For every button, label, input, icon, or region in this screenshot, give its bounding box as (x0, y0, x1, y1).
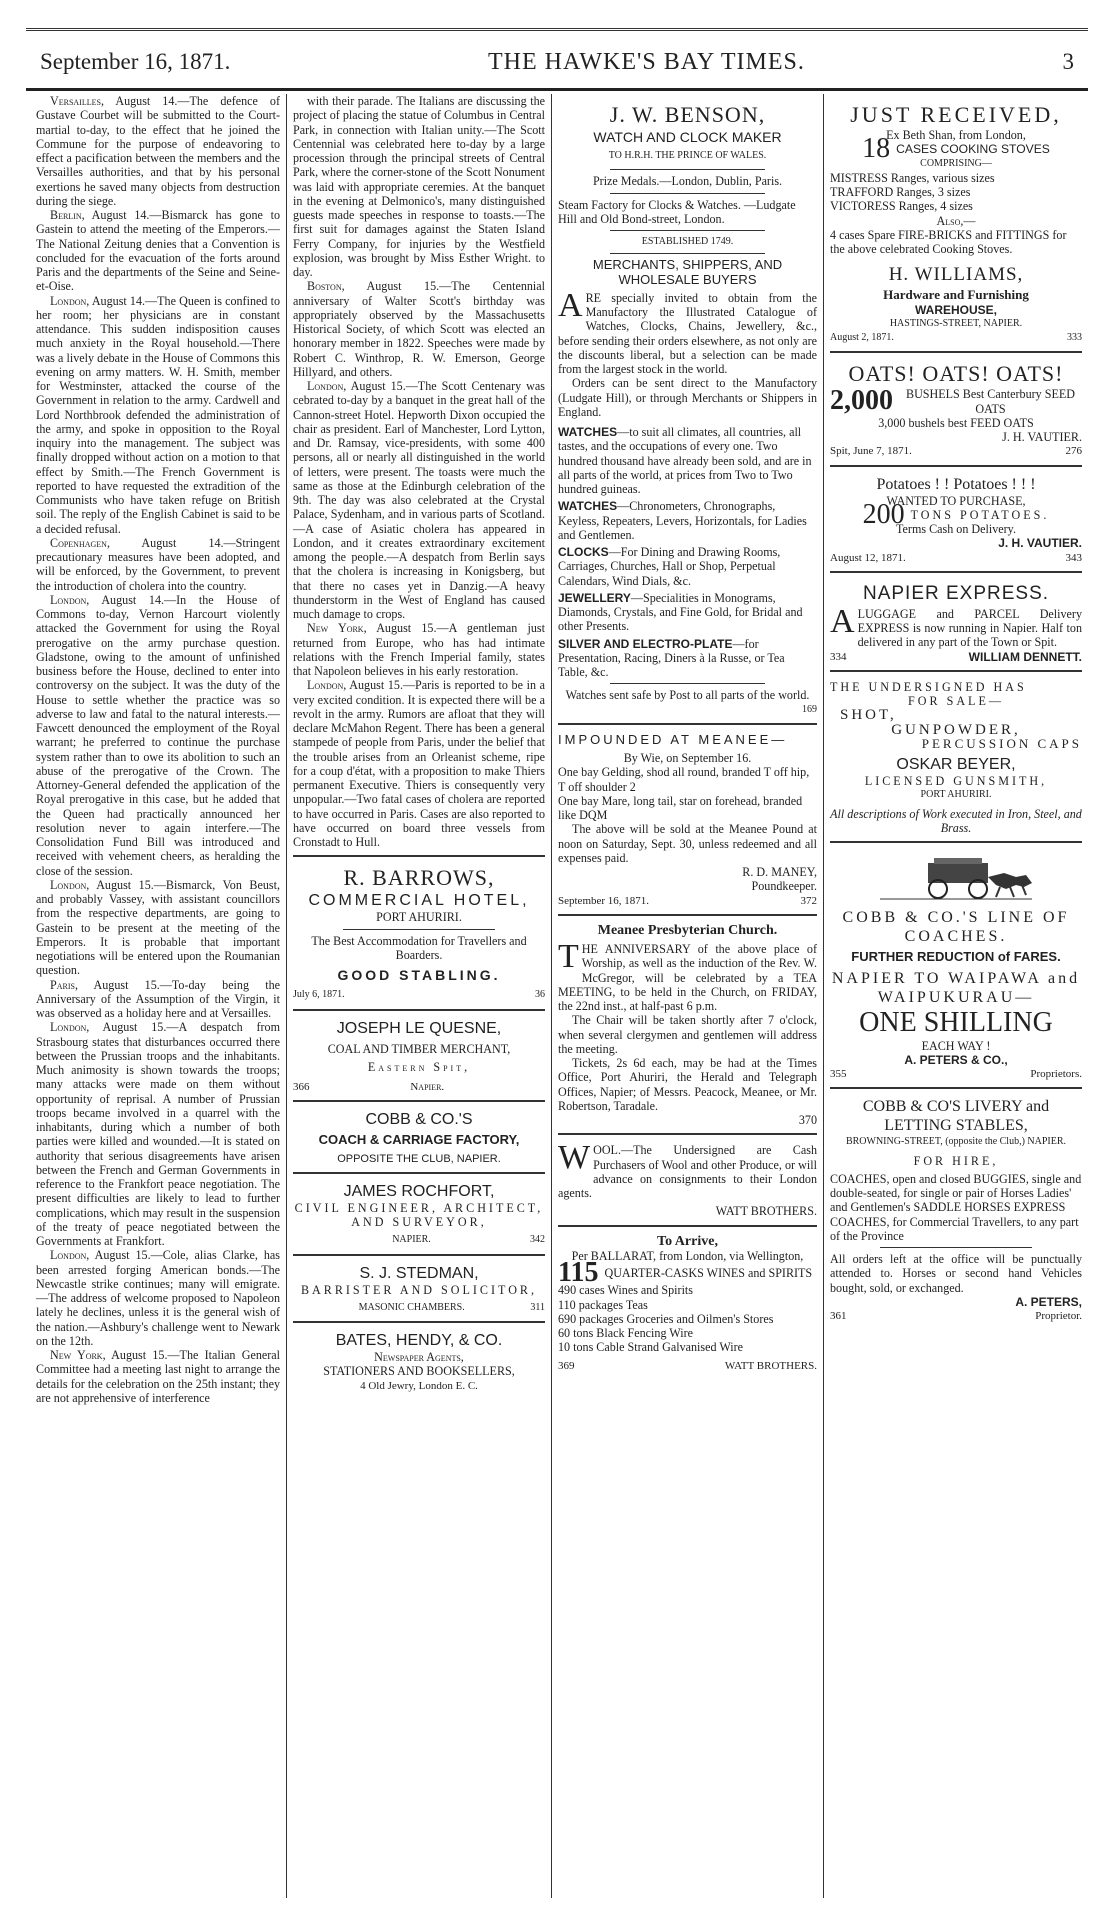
ad-stedman-place: MASONIC CHAMBERS. (358, 1301, 465, 1313)
ad-cobb-factory-place: OPPOSITE THE CLUB, NAPIER. (337, 1152, 501, 1165)
ad-stedman-trade: BARRISTER AND SOLICITOR, (300, 1282, 538, 1297)
ad-bates-hendy (293, 1323, 545, 1399)
ad-stedman-name: S. J. STEDMAN, (359, 1264, 479, 1282)
ad-benson-item (558, 637, 817, 680)
news-dateline: Boston, (307, 279, 345, 294)
ad-barrows-place: PORT AHURIRI. (376, 910, 462, 925)
ad-church-p3: Tickets, 2s 6d each, may be had at the Times Office, Port Ahuriri, the Herald and Telegraph Offices, Napier; of Messrs. Peacock, Meanee, or Mr. Robertson, Taradale. (558, 1056, 817, 1113)
news-column-1 (30, 94, 286, 1898)
news-text: August 14.—Bismarck has gone to Gastein to attend the meeting of the Emperors.—The National Zeitung denies that a Convention is concluded for the evacuation of the forts around Paris and the departments of the Seine and Seine-et-Oise. (36, 208, 280, 294)
news-paragraph (293, 678, 545, 849)
ad-arrive-signature: WATT BROTHERS. (724, 1359, 817, 1372)
ad-rochfort-name: JAMES ROCHFORT, (343, 1182, 495, 1200)
ad-benson-item-text: —For Dining and Drawing Rooms, Carriages, Churches, Hall or Shop, Perpetual Calendars, Wind Dials, &c. (558, 545, 781, 588)
news-paragraph (36, 878, 280, 978)
ad-rochfort (293, 1174, 545, 1256)
news-dateline: Paris, (50, 977, 78, 992)
news-text: August 15.—Bismarck, Von Beust, and probably Vassey, with assistant councillors from the respective departments, are going to Gastein to be present at the meeting of the Emperors. It is probable that important negotiations will be entered upon the Roumanian question. (36, 877, 280, 978)
news-dateline: Berlin, (50, 208, 85, 222)
ad-benson-trade: WATCH AND CLOCK MAKER (593, 129, 782, 145)
ad-oats-signature: J. H. VAUTIER. (1002, 430, 1082, 444)
ad-livery-signature: A. PETERS, (1015, 1294, 1082, 1309)
ad-williams-number: 333 (1067, 332, 1082, 343)
ad-benson-item-keyword: SILVER AND ELECTRO-PLATE (558, 636, 733, 651)
ad-arrive-lines (558, 1283, 817, 1354)
ad-bates-name: BATES, HENDY, & CO. (335, 1332, 503, 1349)
ad-cobb-line-reduction: FURTHER REDUCTION of FARES. (851, 949, 1061, 965)
ad-potatoes-terms: Terms Cash on Delivery. (896, 522, 1016, 536)
ad-benson-item-keyword: WATCHES (558, 499, 618, 514)
ad-column-4 (823, 94, 1088, 1898)
ad-barrows-hotel-name: COMMERCIAL HOTEL, (308, 892, 530, 910)
ad-wool-text: OOL.—The Undersigned are Cash Purchasers of Wool and other Produce, or will advance on consignments to their London agents. (558, 1143, 817, 1200)
ad-williams-range-2: TRAFFORD Ranges, 3 sizes (830, 185, 971, 199)
news-dateline: Versailles, (50, 94, 104, 108)
ad-benson-intro: RE specially invited to obtain from the Manufactory the Illustrated Catalogue of Watches, Clocks, Chains, Jewellery, &c., before sending their orders elsewhere, as not only are the discounts liberal, but a selection can be made from the largest stock in the world. (558, 290, 817, 376)
ad-beyer-line-1: THE UNDERSIGNED HAS (830, 679, 1027, 694)
ad-beyer-note: All descriptions of Work executed in Iron, Steel, and Brass. (830, 806, 1082, 835)
ad-impounded-signature: R. D. MANEY, (742, 865, 817, 879)
news-paragraph (36, 536, 280, 593)
news-paragraph (36, 1248, 280, 1348)
news-dateline: Copenhagen, (50, 535, 110, 550)
news-column-2-articles (293, 94, 545, 857)
ad-benson-items (558, 425, 817, 679)
ad-oats (830, 353, 1082, 466)
news-paragraph (293, 279, 545, 379)
news-paragraph (36, 593, 280, 878)
ad-column-3 (551, 94, 823, 1898)
ad-bates-trade-1: Newspaper Agents, (374, 1350, 464, 1364)
news-text: August 14.—The Queen is confined to her room; her physicians are in constant attendance. This sudden indisposition causes much anxiety in the Royal household.—There was a lively debate in the House of Commons this evening on army matters. W. H. Smith, member for Westminster, attacked the course of the Government in relation to the army. Cardwell and Lord Northbrook defended the administration of the army, and spoke in opposition to the Royal inquiry into the management. The subject was finally dropped without action on a motion to that effect by Smith.—The French Government is reported to have requested the extradition of the Communists who have taken refuge on British soil. The reply of the English Cabinet is said to be a decided refusal. (36, 293, 280, 536)
news-text: August 14.—The defence of Gustave Courbet will be submitted to the Court-martial to-day, to the effect that he joined the Commune for the purpose of endeavoring to effect a pacification between the members and the Versailles authorities, and that by his personal exertions he saved many objects from destruction during the siege. (36, 94, 280, 208)
ad-napier-express (830, 573, 1082, 672)
news-paragraph (36, 1020, 280, 1248)
ad-benson-item-keyword: CLOCKS (558, 545, 609, 559)
news-dateline: London, (50, 293, 90, 308)
ad-impounded-heading: IMPOUNDED AT MEANEE— (558, 731, 788, 747)
ad-williams-comprising: COMPRISING— (920, 157, 992, 169)
ad-oskar-beyer (830, 672, 1082, 843)
ad-benson (558, 94, 817, 725)
ad-arrive-big-number: 115 (558, 1257, 599, 1288)
ad-arrive-line: 110 packages Teas (558, 1297, 648, 1312)
divider (610, 230, 765, 231)
ad-wool-drop-cap: W (558, 1139, 591, 1177)
news-paragraph (36, 94, 280, 208)
ad-arrive-heading: To Arrive, (657, 1233, 718, 1249)
coach-illustration (876, 855, 1036, 901)
ad-express-signature: WILLIAM DENNETT. (968, 649, 1082, 664)
ad-lequesne-trade: COAL AND TIMBER MERCHANT, (327, 1041, 511, 1056)
ad-cobb-line-route-1: NAPIER TO WAIPAWA and (831, 969, 1081, 987)
ad-barrows-hotel (293, 857, 545, 1010)
ad-church-heading: Meanee Presbyterian Church. (597, 922, 778, 938)
ad-oats-feed: 3,000 bushels best FEED OATS (878, 415, 1034, 430)
ad-williams (830, 94, 1082, 353)
news-text: August 15.—Paris is reported to be in a very excited condition. It is expected there will be a revolt in the army. Rumors are afloat that they will declare McMahon Regent. There has been a general stampede of people from Paris, under the belief that the trouble arises from an Orleanist scheme, ripe for a coup d'état, with a proposition to make Thiers permanent Executive. Thiers is consequently very unpopular.—Two fatal cases of cholera are reported to have occurred in Paris. Cases are also reported to have occurred on board three vessels from Cronstadt to Hull. (293, 678, 545, 849)
ad-benson-drop-cap: A (558, 286, 583, 324)
ad-cobb-factory-name: COBB & CO.'S (365, 1111, 473, 1129)
divider (880, 1247, 1031, 1248)
news-paragraph (293, 379, 545, 621)
ad-cobb-factory (293, 1102, 545, 1174)
ad-benson-item-text: —Specialities in Monograms, Diamonds, Crystals, and Fine Gold, for Bridal and other Presents. (558, 590, 803, 634)
ad-rochfort-trade: CIVIL ENGINEER, ARCHITECT, AND SURVEYOR, (294, 1200, 544, 1229)
ad-impounded-by: By Wie, on September 16. (623, 751, 752, 765)
news-dateline: London, (307, 678, 347, 693)
ad-church-number: 370 (798, 1113, 817, 1127)
ad-potatoes-wanted: WANTED TO PURCHASE, (886, 493, 1026, 508)
ad-livery-hire: FOR HIRE, (913, 1153, 999, 1168)
ad-impounded-date: September 16, 1871. (558, 894, 650, 907)
ad-beyer-gunpowder: GUNPOWDER, (891, 721, 1021, 738)
masthead (40, 42, 1074, 82)
ad-impounded-line-1: One bay Gelding, shod all round, branded T off hip, T off shoulder 2 (558, 765, 810, 794)
ad-benson-item-keyword: WATCHES (558, 425, 618, 439)
ad-benson-item-keyword: JEWELLERY (558, 590, 631, 605)
ad-benson-established: ESTABLISHED 1749. (641, 236, 734, 247)
news-text: August 14.—In the House of Commons to-day, Vernon Harcourt violently attacked the Government for using the Royal prerogative on the army purchase question. Gladstone, owing to the amount of unfinished business before the House, declined to enter into controversy on the subject. It was the duty of the House to settle whether the practice was so adverse to law and fatal to the natural interests.—Fawcett denounced the employment of the Royal warrant; he preferred to continue the purchase system rather than to owe its abolition to such an abuse of the prerogative of the Crown. The Attorney-General defended the application of the Royal prerogative in this case, but he added that the Queen had practically announced her resolution never to again interfere.—The Consolidation Fund Bill was introduced and received with vehement cheers, as heralding the close of the session. (36, 592, 280, 878)
ad-livery-text: COACHES, open and closed BUGGIES, single and double-seated, for single or pair of Horses Ladies' and Gentlemen's SADDLE HORSES EXPRESS COACHES, for Commercial Travellers, to any part of the Province (830, 1171, 1082, 1243)
ad-impounded-line-2: One bay Mare, long tail, star on forehead, branded like DQM (558, 793, 803, 822)
news-dateline: London, (50, 877, 90, 892)
ad-livery-number: 361 (830, 1310, 847, 1322)
ad-benson-item-text: —to suit all climates, all countries, all tastes, and the occupations of every one. Two hundred thousand have already been sold, and are in all parts of the world, at prices from Two to Two hundred guineas. (558, 425, 812, 496)
ad-williams-name: H. WILLIAMS, (888, 264, 1024, 286)
news-text: August 15.—The Italian General Committee had a meeting last night to arrange the details for the celebration on the 25th instant; they are not apprehensive of interference (36, 1348, 280, 1405)
ad-arrive-line: 490 cases Wines and Spirits (558, 1283, 693, 1298)
ad-livery-role: Proprietor. (1035, 1310, 1082, 1322)
ad-benson-heading: MERCHANTS, SHIPPERS, AND WHOLESALE BUYERS (592, 257, 783, 287)
ad-cobb-livery (830, 1089, 1082, 1329)
ad-rochfort-town: NAPIER. (392, 1234, 431, 1246)
ad-stedman-number: 311 (530, 1301, 545, 1313)
ad-barrows-stabling: GOOD STABLING. (337, 967, 501, 983)
ad-williams-big-number: 18 (862, 133, 891, 165)
ad-williams-warehouse: WAREHOUSE, (914, 302, 997, 317)
ad-williams-bricks: 4 cases Spare FIRE-BRICKS and FITTINGS for the above celebrated Cooking Stoves. (830, 227, 1067, 256)
ad-impounded (558, 725, 817, 916)
ad-williams-range-1: MISTRESS Ranges, various sizes (830, 170, 995, 185)
ad-williams-from: Ex Beth Shan, from London, (886, 128, 1026, 142)
ad-barrows-number: 36 (535, 989, 545, 1001)
news-dateline: London, (50, 592, 90, 607)
ad-impounded-sale: The above will be sold at the Meanee Pound at noon on Saturday, Sept. 30, unless redeemed and all expenses paid. (558, 822, 817, 865)
ad-benson-item-text: —Chronometers, Chronographs, Keyless, Repeaters, Levers, Horizontals, for Ladies and Gentlemen. (558, 499, 807, 542)
ad-potatoes-signature: J. H. VAUTIER. (998, 536, 1082, 551)
news-dateline: London, (50, 1248, 90, 1263)
ad-oats-number: 276 (1065, 445, 1082, 458)
ad-impounded-role: Poundkeeper. (751, 879, 817, 894)
ad-potatoes-date: August 12, 1871. (830, 551, 906, 564)
news-dateline: London, (50, 1020, 90, 1035)
masthead-rule (26, 88, 1088, 91)
ad-benson-royal: TO H.R.H. THE PRINCE OF WALES. (608, 150, 767, 161)
news-dateline: New York, (50, 1348, 106, 1362)
ad-beyer-trade: LICENSED GUNSMITH, (864, 774, 1048, 788)
ad-lequesne-town: Napier. (410, 1081, 445, 1093)
ad-cobb-line-role: Proprietors. (1030, 1068, 1082, 1080)
news-column-2 (286, 94, 551, 1898)
ad-cobb-line-shilling: ONE SHILLING (859, 1006, 1053, 1038)
ad-benson-factory: Steam Factory for Clocks & Watches. —Ludgate Hill and Old Bond-street, London. (558, 197, 796, 226)
ad-arrive-number: 369 (558, 1359, 575, 1372)
ad-beyer-line-2: FOR SALE— (908, 694, 1004, 708)
news-dateline: New York, (307, 621, 367, 636)
news-text: August 14.—Stringent precautionary measures have been adopted, and will be enforced, by the Government, to prevent the introduction of cholera into the country. (36, 535, 280, 593)
ad-benson-item-text: —for Presentation, Racing, Diners à la Russe, or Tea Table, &c. (558, 636, 785, 679)
ad-benson-item (558, 499, 817, 542)
ad-church (558, 916, 817, 1136)
ad-barrows-date: July 6, 1871. (293, 989, 345, 1001)
ad-livery-address: BROWNING-STREET, (opposite the Club,) NAPIER. (845, 1136, 1067, 1148)
ad-beyer-shot: SHOT, (840, 707, 897, 724)
divider (610, 253, 765, 254)
ad-benson-orders: Orders can be sent direct to the Manufactory (Ludgate Hill), or through Merchants or Shippers in England. (558, 376, 817, 419)
ad-arrive-line: 690 packages Groceries and Oilmen's Stores (558, 1311, 774, 1326)
ad-wool (558, 1135, 817, 1226)
ad-express-text: LUGGAGE and PARCEL Delivery EXPRESS is now running in Napier. Half ton delivered in any part of the Town or Spit. (857, 606, 1082, 650)
ad-barrows-name: R. BARROWS, (343, 865, 495, 891)
ad-benson-item (558, 545, 817, 588)
divider (610, 169, 765, 170)
ad-potatoes-big-number: 200 (862, 498, 905, 530)
ad-williams-also: Also,— (936, 213, 976, 228)
ad-oats-big-number: 2,000 (830, 385, 893, 417)
ad-express-drop-cap: A (830, 602, 855, 640)
divider (343, 929, 494, 930)
ad-church-p1: HE ANNIVERSARY of the above place of Worship, as well as the induction of the Rev. W. McGregor, will be celebrated by a TEA MEETING, to be held in the Church, on FRIDAY, the 22nd inst., at half-past 6 p.m. (558, 942, 817, 1013)
ad-cobb-line-each: EACH WAY ! (921, 1038, 991, 1053)
news-paragraph (36, 294, 280, 536)
news-text: August 15.—Cole, alias Clarke, has been arrested forging American bonds.—The Newcastle strike continues; many will emigrate.—The address of welcome proposed to Napoleon lately he declines, unless it is the general wish of the nation.—Ashbury's challenge went to Newark on the 12th. (36, 1248, 280, 1348)
divider (610, 193, 765, 194)
news-paragraph (293, 621, 545, 678)
ad-lequesne-number: 366 (293, 1081, 310, 1093)
news-text: August 15.—To-day being the Anniversary of the Assumption of the Virgin, it was observed as a holiday here and at Versailles. (36, 977, 280, 1020)
ad-williams-address: HASTINGS-STREET, NAPIER. (889, 317, 1023, 329)
news-text: August 15.—A gentleman just returned from Europe, who has had intimate relations with the French Imperial family, states that Napoleon believes in his early restoration. (293, 621, 545, 678)
ad-cobb-factory-trade: COACH & CARRIAGE FACTORY, (318, 1132, 520, 1148)
masthead-page-number: 3 (1062, 49, 1074, 74)
columns (30, 94, 1088, 1898)
ad-bates-address: 4 Old Jewry, London E. C. (360, 1379, 478, 1392)
ad-cobb-line (830, 843, 1082, 1089)
news-text: August 15.—The Centennial anniversary of Walter Scott's birthday was appropriately observed by the Massachusetts Historical Society, of which Scott was elected an honorary member in 1822. Speeches were made by Robert C. Winthrop, R. W. Emerson, George Hillyard, and others. (293, 279, 545, 379)
news-paragraph (36, 978, 280, 1021)
ad-beyer-place: PORT AHURIRI. (920, 789, 992, 801)
ad-express-heading: NAPIER EXPRESS. (862, 582, 1050, 604)
ad-williams-range-3: VICTORESS Ranges, 4 sizes (830, 199, 973, 214)
news-paragraph (36, 208, 280, 294)
masthead-date: September 16, 1871. (40, 49, 231, 74)
ad-arrive-line: 10 tons Cable Strand Galvanised Wire (558, 1340, 744, 1355)
ad-arrive-ship: Per BALLARAT, from London, via Wellington, (571, 1248, 804, 1263)
ad-lequesne-place: Eastern Spit, (367, 1059, 471, 1074)
ad-benson-number: 169 (802, 703, 817, 715)
ad-williams-date: August 2, 1871. (830, 332, 894, 343)
ad-benson-name: J. W. BENSON, (609, 102, 766, 127)
top-double-rule (26, 28, 1088, 31)
ad-cobb-line-route-2: WAIPUKURAU— (877, 988, 1035, 1006)
ad-cobb-line-heading: COBB & CO.'S LINE OF COACHES. (842, 909, 1070, 946)
ad-potatoes-heading: Potatoes ! ! Potatoes ! ! ! (876, 475, 1036, 493)
ad-beyer-name: OSKAR BEYER, (896, 756, 1016, 773)
news-text: August 15.—The Scott Centenary was cebrated to-day by a banquet in the great hall of the Cannon-street Hotel. Hepworth Dixon occupied the chair as president. Earl of Manchester, Lord Lytton, and Dr. Ramsay, vice-presidents, with some 400 persons, all or nearly all distinguished in the world of letters, were present. The toasts were much the same as those at the Edinburgh celebration of the 9th. The day was also celebrated at the Crystal Palace, Sydenham, and in various parts of Scotland.—A case of Asiatic cholera has appeared in London, and it creates extraordinary excitement among the people.—A despatch from Berlin says that the cholera is increasing in Konigsberg, but that there no cases yet in Danzig.—A heavy thunderstorm in the West of England has caused much damage to crops. (293, 379, 545, 621)
ad-beyer-caps: PERCUSSION CAPS (921, 735, 1082, 751)
ad-williams-trade: Hardware and Furnishing (883, 287, 1029, 303)
ad-williams-big-text: CASES COOKING STOVES (896, 142, 1050, 157)
news-text: August 15.—A despatch from Strasbourg states that disturbances occurred there between the Prussian troops and the inhabitants. Much animosity is shown towards the troops; many attacks were made on them without opportunity of reprisal. A number of Prussian troops became involved in a quarrel with the inhabitants, during which a number of both parties were killed and wounded.—It is stated on authority that serious disagreements have arisen between the French and German Governments in reference to the Frankfort peace negotiation. The present difficulties are likely to lead to further complications, which may result in the suspension of the treaty of peace negotiated between the Governments at Frankfort. (36, 1020, 280, 1248)
ad-church-p2: The Chair will be taken shortly after 7 o'clock, when several clergymen and gentlemen will address the meeting. (558, 1013, 817, 1056)
ad-barrows-desc: The Best Accommodation for Travellers and Boarders. (311, 933, 527, 962)
ad-to-arrive (558, 1227, 817, 1379)
ad-impounded-number: 372 (800, 894, 817, 907)
ad-church-drop-cap: T (558, 938, 579, 975)
ad-lequesne-name: JOSEPH LE QUESNE, (336, 1019, 502, 1037)
ad-livery-heading: COBB & CO'S LIVERY and LETTING STABLES, (862, 1098, 1050, 1135)
news-paragraph (293, 94, 545, 279)
ad-arrive-big-text: QUARTER-CASKS WINES and SPIRITS (604, 1266, 813, 1280)
masthead-title: THE HAWKE'S BAY TIMES. (488, 48, 805, 75)
ad-cobb-line-number: 355 (830, 1068, 847, 1080)
ad-stedman (293, 1256, 545, 1324)
ad-cobb-line-signature: A. PETERS & CO., (904, 1052, 1008, 1067)
ad-arrive-line: 60 tons Black Fencing Wire (558, 1326, 693, 1340)
ad-oats-date: Spit, June 7, 1871. (830, 445, 912, 458)
ad-benson-medals: Prize Medals.—London, Dublin, Paris. (592, 174, 783, 189)
ad-oats-big-text: BUSHELS Best Canterbury SEED OATS (906, 387, 1075, 416)
news-dateline: London, (307, 379, 347, 393)
divider (610, 683, 765, 684)
ad-potatoes-big-text: TONS POTATOES. (910, 507, 1050, 522)
ad-livery-orders: All orders left at the office will be punctually attended to. Horses or second hand Vehicles bought, sold, or exchanged. (830, 1252, 1082, 1295)
ad-rochfort-number: 342 (530, 1234, 545, 1246)
ad-wool-signature: WATT BROTHERS. (715, 1204, 817, 1219)
news-text: with their parade. The Italians are discussing the project of placing the statue of Columbus in Central Park, in connection with Italian unity.—The Scott Centennial was celebrated here to-day by a large procession through the principal streets of Central Park, where the corner-stone of the Scott Nonument was laid with appropriate ceremies. At the banquet in the evening at Delmonico's, many distinguished guests made speeches in response to toasts.—The first suit for damages against the Staten Island Ferry Company, for injuries by the Westfield explosion, was brought by Miss Esther Wright. to day. (293, 94, 545, 279)
ad-potatoes-number: 343 (1065, 551, 1082, 564)
ad-bates-trade-2: STATIONERS AND BOOKSELLERS, (323, 1364, 515, 1379)
ad-williams-heading: JUST RECEIVED, (850, 102, 1062, 127)
ad-benson-item (558, 425, 817, 496)
ad-potatoes (830, 467, 1082, 573)
ad-benson-post: Watches sent safe by Post to all parts of the world. (565, 688, 810, 703)
ad-oats-heading: OATS! OATS! OATS! (848, 361, 1064, 387)
news-paragraph (36, 1348, 280, 1405)
ad-benson-item (558, 591, 817, 634)
ad-express-number: 334 (830, 650, 847, 663)
ad-lequesne (293, 1011, 545, 1103)
